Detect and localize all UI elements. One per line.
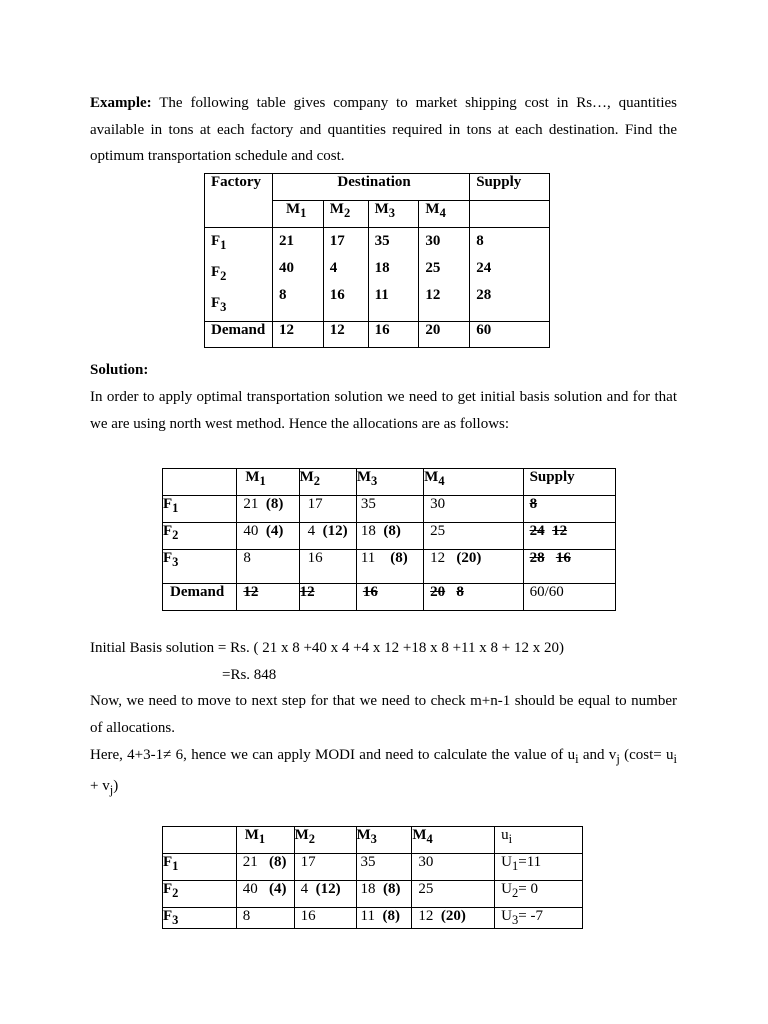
cell-f1-m3: 35 (356, 854, 412, 881)
row-f3 (163, 908, 583, 929)
col-header-m1: $M_1$ (236, 827, 294, 854)
cost-table (204, 173, 550, 348)
cell-f3-m3: 11 (8) (356, 908, 412, 929)
cell-f3-m2: 16 (299, 550, 356, 584)
allocation-table (162, 468, 616, 611)
col-header-m2: $M_2$ (294, 827, 356, 854)
demand-row (205, 322, 550, 348)
example-label: Example: (90, 95, 152, 111)
supply-values: 8 24 28 (470, 228, 550, 322)
col-header-m2: $M_2$ (323, 201, 368, 228)
row-label-f2: $F_2$ (163, 523, 237, 550)
m1-costs: 21 40 8 (272, 228, 323, 322)
col-header-m3: $M_3$ (368, 201, 419, 228)
row-label-f1: $F_1$ (163, 496, 237, 523)
demand-m1: 12 (237, 584, 299, 611)
row-f1 (163, 854, 583, 881)
cell-f1-m4: 30 (424, 496, 523, 523)
factory-header: Factory (205, 174, 273, 228)
cell-f2-m3: 18 (8) (356, 881, 412, 908)
demand-m4: 20 (419, 322, 470, 348)
supply-header: Supply (523, 469, 615, 496)
supply-f2: 24 12 (523, 523, 615, 550)
row-f3 (163, 550, 616, 584)
ibs-line1: Initial Basis solution = Rs. ( 21 x 8 +40 x 4 +4 x 12 +18 x 8 +11 x 8 + 12 x 20) (90, 640, 564, 656)
col-header-m3: $M_3$ (356, 827, 412, 854)
col-header-m2: $M_2$ (299, 469, 356, 496)
now-paragraph: Now, we need to move to next step for that we need to check m+n-1 should be equal to number of allocations. (90, 693, 677, 736)
cell-f3-m4: 12 (20) (424, 550, 523, 584)
cell-f1-m2: 17 (294, 854, 356, 881)
solution-label: Solution: (90, 362, 149, 378)
cell-f3-m2: 16 (294, 908, 356, 929)
cell-f1-m4: 30 (412, 854, 495, 881)
demand-m2: 12 (323, 322, 368, 348)
row-f2 (163, 881, 583, 908)
row-label-f1: $F_1$ (163, 854, 237, 881)
row-f1 (163, 496, 616, 523)
solution-text: In order to apply optimal transportation solution we need to get initial basis solution and for that we are using north west method. Hence the allocations are as follows: (90, 389, 677, 432)
cell-f1-m1: 21 (8) (237, 496, 299, 523)
here-paragraph: Here, 4+3-1≠ 6, hence we can apply MODI and need to calculate the value of $u_i$ and $v_j$ $(\cos t= u_i + v_j)$ (90, 747, 677, 797)
cell-f2-m4: 25 (412, 881, 495, 908)
cell-f3-m3: 11 (8) (356, 550, 423, 584)
cell-f2-m1: 40 (4) (236, 881, 294, 908)
demand-m3: 16 (368, 322, 419, 348)
col-header-m4: $M_4$ (412, 827, 495, 854)
modi-table (162, 826, 583, 929)
factory-rows (205, 228, 550, 322)
u-value-1: $U_1=11$ (495, 854, 583, 881)
row-f2 (163, 523, 616, 550)
cell-f2-m1: 40 (4) (237, 523, 299, 550)
demand-m4: 20 8 (424, 584, 523, 611)
demand-total: 60 (470, 322, 550, 348)
factory-names: $F_1$ $F_2$ $F_3$ (205, 228, 273, 322)
destination-header: Destination (272, 174, 469, 201)
m3-costs: 35 18 11 (368, 228, 419, 322)
corner-cell (163, 827, 237, 854)
row-label-f3: $F_3$ (163, 908, 237, 929)
cell-f2-m4: 25 (424, 523, 523, 550)
corner-cell (163, 469, 237, 496)
cell-f3-m1: 8 (237, 550, 299, 584)
demand-label: Demand (205, 322, 273, 348)
cell-f2-m2: 4 (12) (294, 881, 356, 908)
example-paragraph (90, 90, 677, 170)
supply-header-blank (470, 201, 550, 228)
demand-row (163, 584, 616, 611)
cell-f1-m1: 21 (8) (236, 854, 294, 881)
demand-label: Demand (163, 584, 237, 611)
demand-total: 60/60 (523, 584, 615, 611)
cell-f1-m3: 35 (356, 496, 423, 523)
cell-f3-m4: 12 (20) (412, 908, 495, 929)
col-header-m3: $M_3$ (356, 469, 423, 496)
supply-f3: 28 16 (523, 550, 615, 584)
col-header-m1: $M_1$ (272, 201, 323, 228)
col-header-m4: $M_4$ (419, 201, 470, 228)
cell-f1-m2: 17 (299, 496, 356, 523)
m4-costs: 30 25 12 (419, 228, 470, 322)
demand-m3: 16 (356, 584, 423, 611)
demand-m2: 12 (299, 584, 356, 611)
demand-m1: 12 (272, 322, 323, 348)
example-text: The following table gives company to market shipping cost in Rs…, quantities available in tons at each factory and quantities required in tons at each destination. Find the optimum transportation schedule and cost. (90, 95, 677, 164)
cell-f3-m1: 8 (236, 908, 294, 929)
u-header: $u_i$ (495, 827, 583, 854)
cell-f2-m3: 18 (8) (356, 523, 423, 550)
cell-f2-m2: 4 (12) (299, 523, 356, 550)
col-header-m1: $M_1$ (237, 469, 299, 496)
col-header-m4: $M_4$ (424, 469, 523, 496)
supply-header: Supply (470, 174, 550, 201)
row-label-f2: $F_2$ (163, 881, 237, 908)
u-value-2: $U_2= 0$ (495, 881, 583, 908)
row-label-f3: $F_3$ (163, 550, 237, 584)
ibs-line2: =Rs. 848 (222, 667, 277, 683)
supply-f1: 8 (523, 496, 615, 523)
u-value-3: $U_3= -7$ (495, 908, 583, 929)
m2-costs: 17 4 16 (323, 228, 368, 322)
